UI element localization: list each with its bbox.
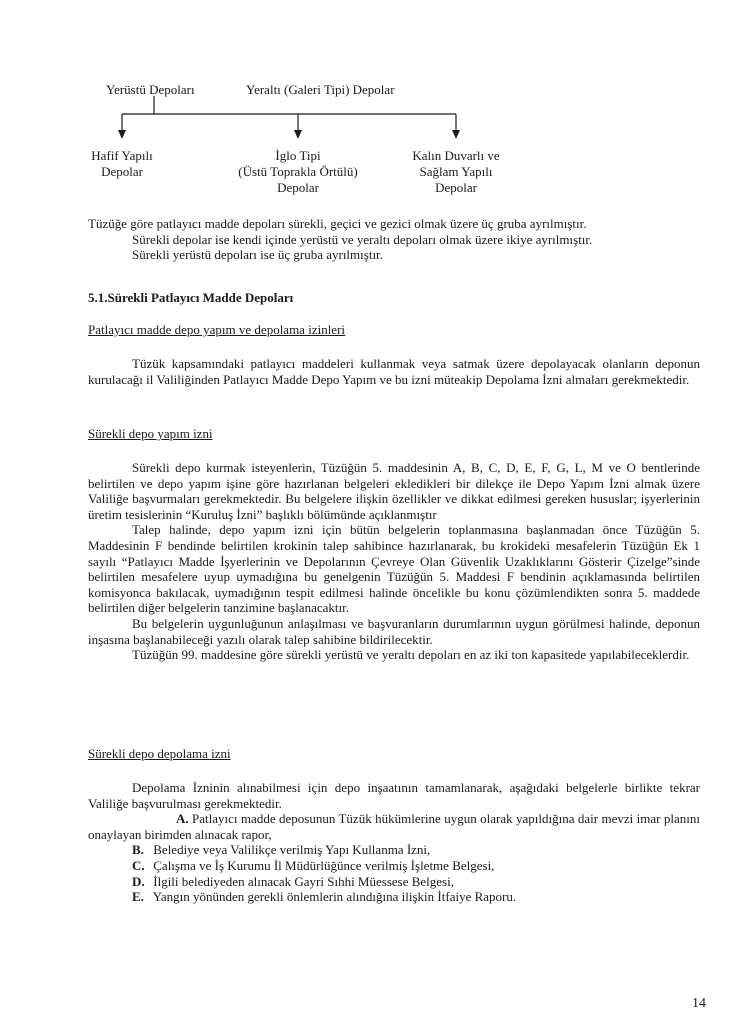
arrow-down-icon [452,130,460,139]
paragraph: Sürekli depo kurmak isteyenlerin, Tüzüğün 5. maddesinin A, B, C, D, E, F, G, L, M ve O bentlerinde belirtilen ve depo yapım işine göre hazırlanan belgeleri ekledikleri bir dilekçe ile Depo Yapım İzni almak üzere Valiliğe başvurmaları gerekmektedir. Bu belgelere ilişkin özellikler ve dikkat edilmesi gereken hususlar; işyerlerinin üretim tesislerinin “Kuruluş İzni” başlıklı bölümünde açıklanmıştır [88,460,700,522]
list-letter: C. [132,857,145,873]
subsection-title-construction-permit: Sürekli depo yapım izni [88,426,213,441]
arrow-down-icon [294,130,302,139]
diagram-box-line: Depolar [277,180,319,195]
paragraph: Tüzüğün 99. maddesine göre sürekli yerüstü ve yeraltı depoları en az iki ton kapasitede yapılabileceklerdir. [132,647,690,663]
diagram-box-light-structure [82,148,162,180]
diagram-top-right-label: Yeraltı (Galeri Tipi) Depolar [246,82,395,97]
intro-line: Sürekli depolar ise kendi içinde yerüstü ve yeraltı depoları olmak üzere ikiye ayrılmıştır. [132,231,593,247]
list-text: İlgili belediyeden alınacak Gayri Sıhhi Müessese Belgesi, [153,873,454,889]
paragraph: Depolama İzninin alınabilmesi için depo inşaatının tamamlanarak, aşağıdaki belgelerle birlikte tekrar Valiliğe başvurulması gerekmektedir. [88,780,700,811]
intro-text [88,216,700,263]
list-text: Patlayıcı madde deposunun Tüzük hükümlerine uygun olarak yapıldığına dair mevzi imar planını onaylayan birimden alınacak rapor, [88,811,700,842]
list-letter: D. [132,873,145,889]
depot-classification-diagram [0,0,749,220]
section-heading: 5.1.Sürekli Patlayıcı Madde Depoları [88,290,294,305]
diagram-box-line: Kalın Duvarlı ve [412,148,500,163]
paragraph: Tüzük kapsamındaki patlayıcı maddeleri kullanmak veya satmak üzere depolayacak olanların deponun kurulacağı il Valiliğinden Patlayıcı Madde Depo Yapım ve bu izni müteakip Depolama İzni almaları gerekmektedir. [88,356,700,387]
storage-permit-text [88,780,700,905]
subsection-title-storage-permit: Sürekli depo depolama izni [88,746,231,761]
subsection-title-permits: Patlayıcı madde depo yapım ve depolama izinleri [88,322,346,337]
diagram-box-line: Sağlam Yapılı [419,164,493,179]
diagram-connectors [0,0,749,220]
list-item [88,811,700,842]
list-item [88,874,700,890]
intro-line: Sürekli yerüstü depoları ise üç gruba ayrılmıştır. [132,247,383,263]
diagram-box-line: İglo Tipi [275,148,321,163]
permits-paragraph [88,356,700,387]
arrow-down-icon [118,130,126,139]
list-text: Çalışma ve İş Kurumu İl Müdürlüğünce verilmiş İşletme Belgesi, [153,857,495,873]
diagram-box-line: (Üstü Toprakla Örtülü) [238,164,358,179]
intro-line: Tüzüğe göre patlayıcı madde depoları sürekli, geçici ve gezici olmak üzere üç gruba ayrılmıştır. [88,216,587,231]
diagram-box-thick-walled [400,148,512,196]
list-letter: A. [176,811,189,827]
page-number: 14 [692,996,706,1011]
list-text: Yangın yönünden gerekli önlemlerin alındığına ilişkin İtfaiye Raporu. [152,889,517,905]
list-letter: B. [132,842,144,858]
list-text: Belediye veya Valilikçe verilmiş Yapı Kullanma İzni, [153,842,431,858]
diagram-box-igloo [228,148,368,196]
list-item [88,858,700,874]
diagram-box-line: Depolar [101,164,143,179]
paragraph: Bu belgelerin uygunluğunun anlaşılması ve başvuranların durumlarının uygun görülmesi halinde, deponun inşasına başlanabileceği yazılı olarak talep sahibine bildirilecektir. [88,615,700,647]
diagram-box-line: Hafif Yapılı [91,148,153,163]
list-letter: E. [132,889,144,905]
construction-permit-text [88,460,700,663]
list-item [88,842,700,858]
diagram-box-line: Depolar [435,180,477,195]
diagram-top-left-label: Yerüstü Depoları [106,82,195,97]
list-item [88,889,700,905]
paragraph: Talep halinde, depo yapım izni için bütün belgelerin toplanmasına başlanmadan önce Tüzüğün 5. Maddesinin F bendinde belirtilen krokinin talep sahibince hazırlanarak, bu krokideki mesafelerin Tüzüğün Ek 1 sayılı “Patlayıcı Madde İşyerlerinin ve Depolarının Çevreye Olan Güvenlik Uzaklıklarını Gösterir Çizelge”sinde belirtilen mesafelere uyup uymadığına bu genelgenin Tüzüğün 5. Maddesi F bendinin açıklamasında belirtilen komisyonca bakılacak, uymadığının tespit edilmesi halinde öncelikle bu konu çözümlendikten sonra 5. maddede belirtilen diğer belgelerin tanzimine başlanacaktır. [88,522,700,616]
